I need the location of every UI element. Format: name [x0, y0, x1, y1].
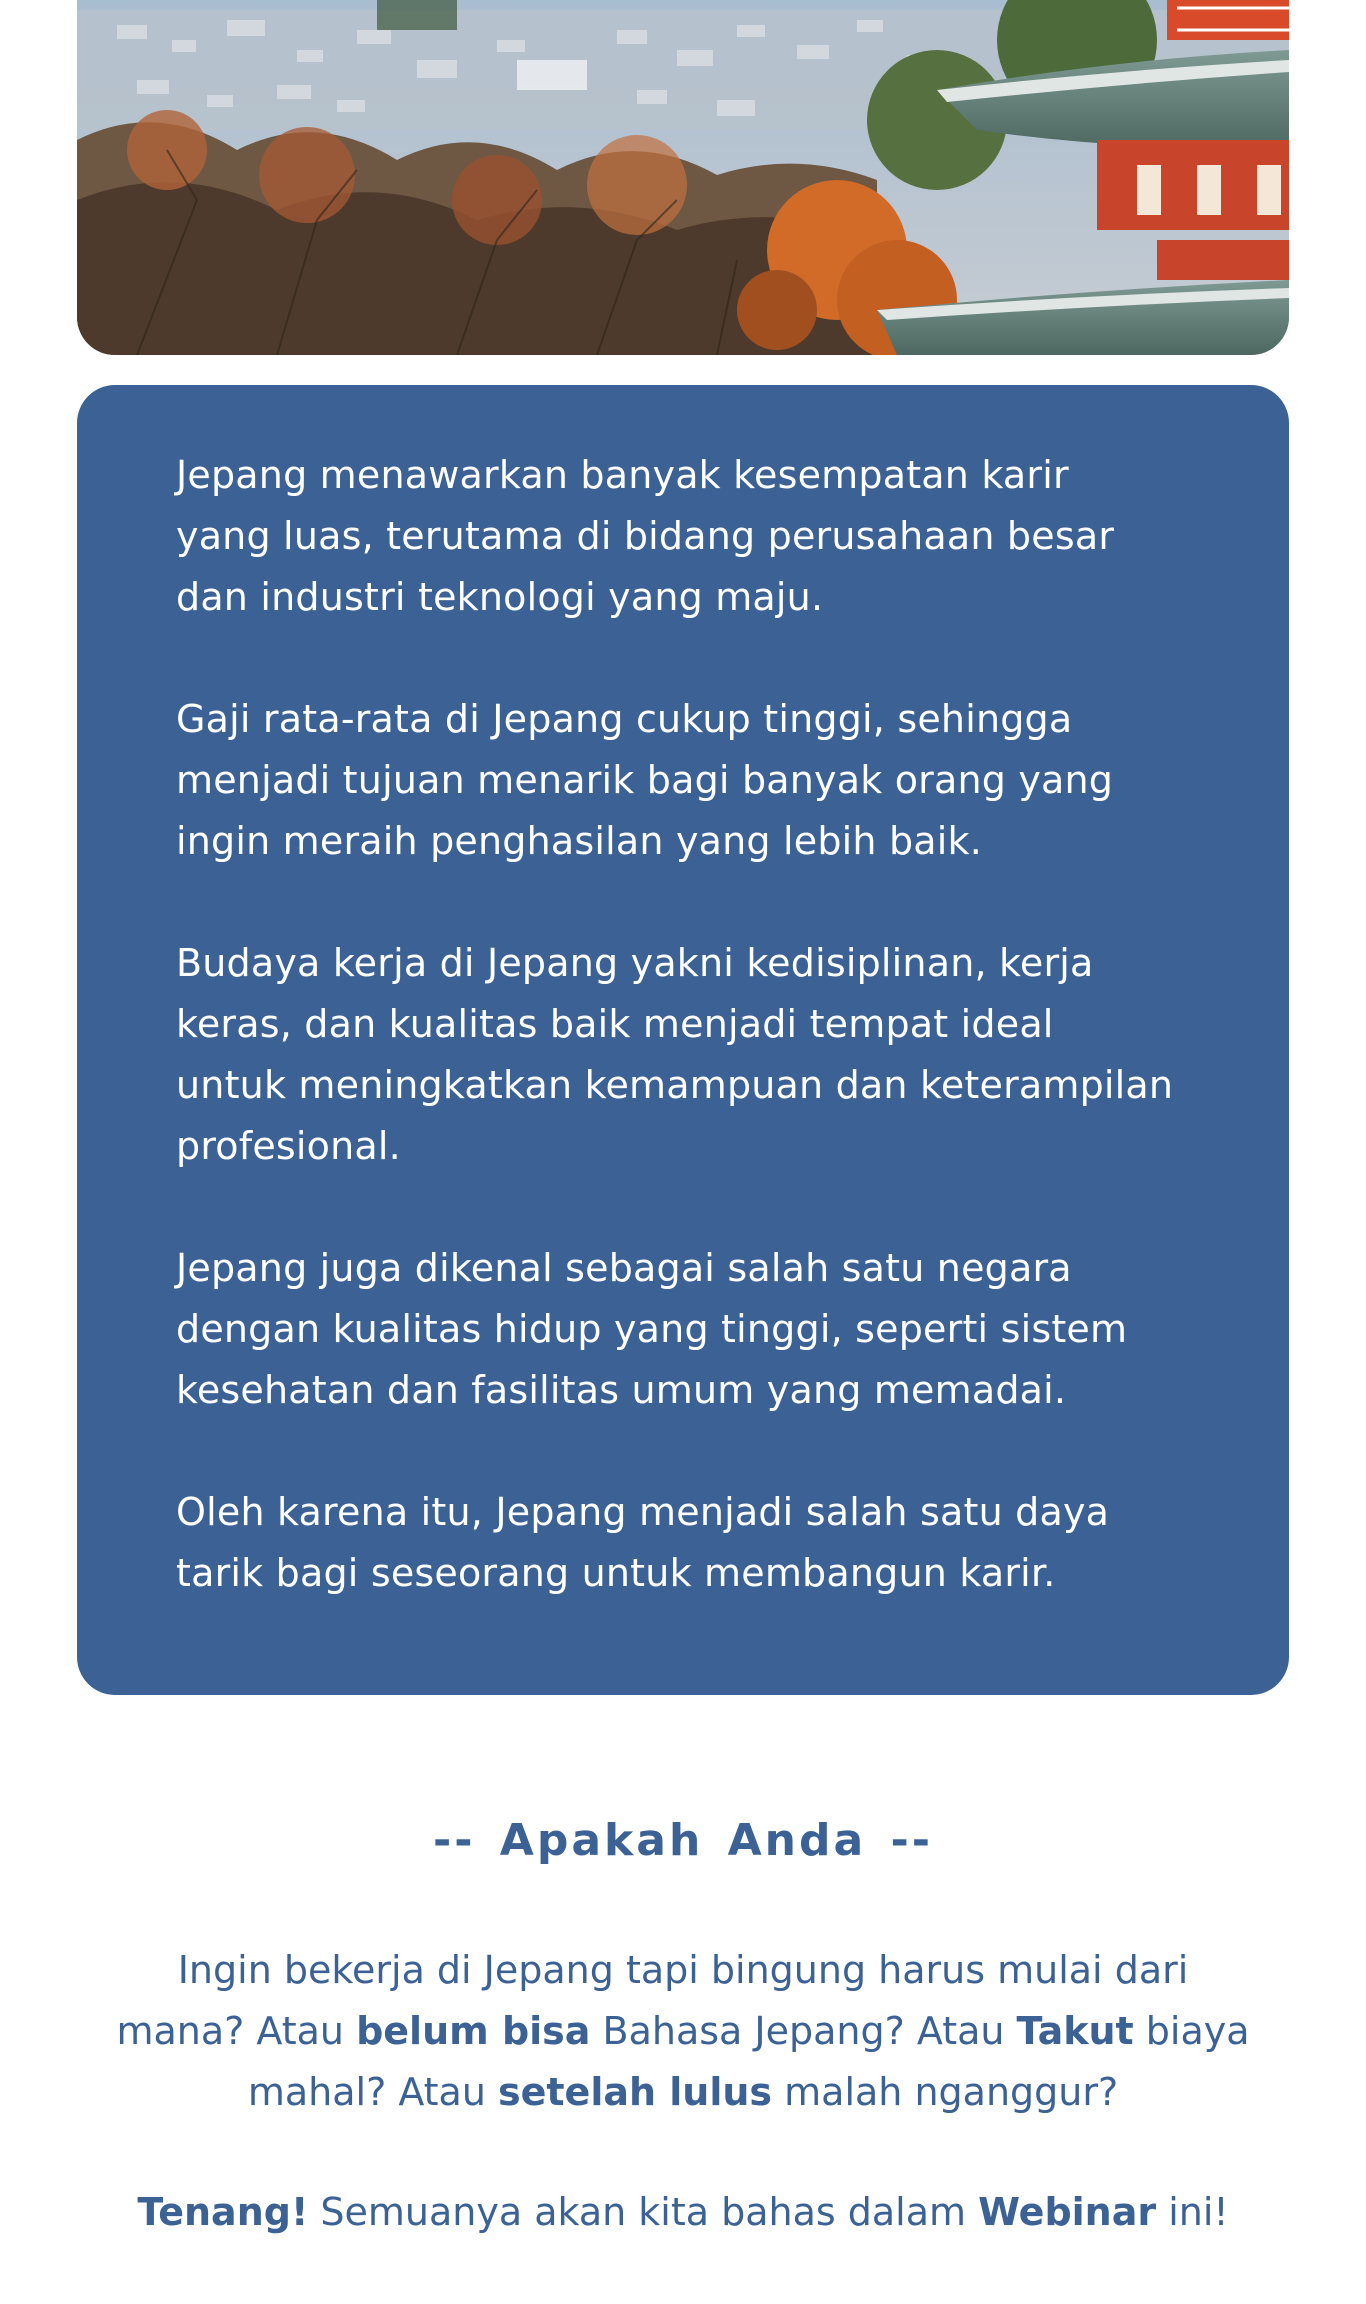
- card-paragraph: Jepang menawarkan banyak kesempatan karir yang luas, terutama di bidang perusahaan besar dan industri teknologi yang maju.: [176, 453, 1115, 619]
- hero-image: [77, 0, 1289, 355]
- reassurance-text-part: ini!: [1156, 2190, 1229, 2234]
- reassurance-text-part: Semuanya akan kita bahas dalam: [308, 2190, 979, 2234]
- info-card: [77, 385, 1289, 1695]
- emphasis-text: setelah lulus: [498, 2070, 773, 2114]
- reassurance-text: [77, 2182, 1289, 2243]
- card-paragraph: Jepang juga dikenal sebagai salah satu negara dengan kualitas hidup yang tinggi, seperti sistem kesehatan dan fasilitas umum yang memadai.: [176, 1246, 1128, 1412]
- card-paragraph: Oleh karena itu, Jepang menjadi salah satu daya tarik bagi seseorang untuk membangun karir.: [176, 1490, 1110, 1595]
- question-text-part: mana? Atau: [116, 2009, 357, 2053]
- question-text: [77, 1940, 1289, 2123]
- emphasis-text: belum bisa: [356, 2009, 591, 2053]
- card-paragraph: Gaji rata-rata di Jepang cukup tinggi, sehingga menjadi tujuan menarik bagi banyak orang yang ingin meraih penghasilan yang lebih baik.: [176, 697, 1114, 863]
- emphasis-text: Webinar: [978, 2190, 1157, 2234]
- question-text-part: mahal? Atau: [247, 2070, 498, 2114]
- emphasis-text: Takut: [1016, 2009, 1134, 2053]
- question-text-part: Bahasa Jepang? Atau: [590, 2009, 1017, 2053]
- question-line: Ingin bekerja di Jepang tapi bingung harus mulai dari: [177, 1948, 1189, 1992]
- japan-city-pagoda-image: [77, 0, 1289, 355]
- card-paragraph: Budaya kerja di Jepang yakni kedisiplinan, kerja keras, dan kualitas baik menjadi tempat ideal untuk meningkatkan kemampuan dan keterampilan profesional.: [176, 941, 1174, 1168]
- question-text-part: biaya: [1133, 2009, 1250, 2053]
- question-text-part: malah nganggur?: [772, 2070, 1119, 2114]
- emphasis-text: Tenang!: [137, 2190, 309, 2234]
- section-heading: -- Apakah Anda --: [432, 1815, 934, 1866]
